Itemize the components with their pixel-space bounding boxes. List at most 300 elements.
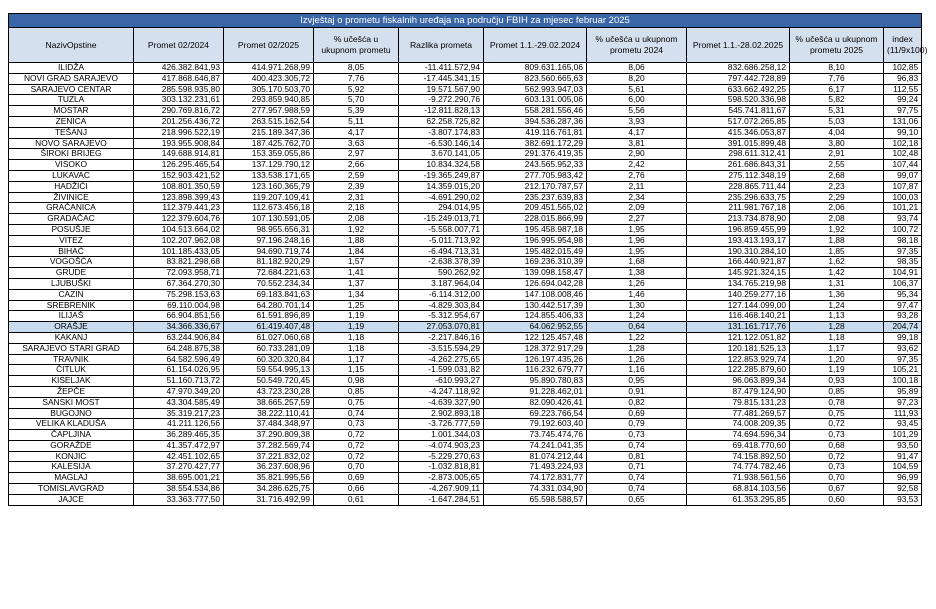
value-cell[interactable]: 0,71 — [587, 462, 687, 473]
value-cell[interactable]: 0,74 — [587, 440, 687, 451]
value-cell[interactable]: 74.694.596,34 — [687, 430, 790, 441]
value-cell[interactable]: 99,24 — [884, 95, 922, 106]
value-cell[interactable]: 102,85 — [884, 63, 922, 74]
municipality-name-cell[interactable]: SARAJEVO CENTAR — [9, 84, 134, 95]
table-row[interactable] — [9, 430, 922, 441]
value-cell[interactable]: 2,09 — [587, 203, 687, 214]
value-cell[interactable]: -610.993,27 — [399, 376, 484, 387]
value-cell[interactable]: 147.108.008,46 — [484, 289, 587, 300]
municipality-name-cell[interactable]: ILIDŽA — [9, 63, 134, 74]
value-cell[interactable]: 2,11 — [587, 181, 687, 192]
municipality-name-cell[interactable]: ŠIROKI BRIJEG — [9, 149, 134, 160]
municipality-name-cell[interactable]: NOVI GRAD SARAJEVO — [9, 73, 134, 84]
value-cell[interactable]: 123.898.399,43 — [134, 192, 224, 203]
value-cell[interactable]: 8,20 — [587, 73, 687, 84]
municipality-name-cell[interactable]: GRADAČAC — [9, 214, 134, 225]
value-cell[interactable]: 7,76 — [314, 73, 399, 84]
value-cell[interactable]: 69.110.004,98 — [134, 300, 224, 311]
value-cell[interactable]: 81.182.920,29 — [224, 257, 314, 268]
value-cell[interactable]: 5,11 — [314, 116, 399, 127]
municipality-name-cell[interactable]: KALESIJA — [9, 462, 134, 473]
value-cell[interactable]: 95,34 — [884, 289, 922, 300]
municipality-name-cell[interactable]: VOGOŠĆA — [9, 257, 134, 268]
value-cell[interactable]: 51.160.713,72 — [134, 376, 224, 387]
value-cell[interactable]: 74.774.782,46 — [687, 462, 790, 473]
value-cell[interactable]: 394.536.287,36 — [484, 116, 587, 127]
table-row[interactable] — [9, 311, 922, 322]
value-cell[interactable]: 0,74 — [314, 408, 399, 419]
value-cell[interactable]: 305.170.503,70 — [224, 84, 314, 95]
value-cell[interactable]: 0,73 — [314, 419, 399, 430]
value-cell[interactable]: 1,17 — [314, 354, 399, 365]
value-cell[interactable]: 69.418.770,60 — [687, 440, 790, 451]
value-cell[interactable]: 1,57 — [314, 257, 399, 268]
value-cell[interactable]: 1,36 — [790, 289, 884, 300]
value-cell[interactable]: 195.482.015,49 — [484, 246, 587, 257]
value-cell[interactable]: 107,44 — [884, 160, 922, 171]
value-cell[interactable]: 0,72 — [314, 451, 399, 462]
municipality-name-cell[interactable]: ŽIVINICE — [9, 192, 134, 203]
value-cell[interactable]: 303.132.231,61 — [134, 95, 224, 106]
value-cell[interactable]: 1,26 — [587, 278, 687, 289]
value-cell[interactable]: -12.811.828,13 — [399, 106, 484, 117]
value-cell[interactable]: 633.662.492,25 — [687, 84, 790, 95]
value-cell[interactable]: 4,17 — [587, 127, 687, 138]
value-cell[interactable]: 1,95 — [587, 224, 687, 235]
table-row[interactable] — [9, 214, 922, 225]
value-cell[interactable]: 1,19 — [314, 322, 399, 333]
value-cell[interactable]: 3,63 — [314, 138, 399, 149]
value-cell[interactable]: 64.248.875,38 — [134, 343, 224, 354]
value-cell[interactable]: -4.074.903,23 — [399, 440, 484, 451]
value-cell[interactable]: 92,58 — [884, 484, 922, 495]
value-cell[interactable]: 153.359.055,86 — [224, 149, 314, 160]
value-cell[interactable]: -15.249.013,71 — [399, 214, 484, 225]
value-cell[interactable]: 36.237.608,96 — [224, 462, 314, 473]
value-cell[interactable]: 1,41 — [314, 268, 399, 279]
municipality-name-cell[interactable]: ORAŠJE — [9, 322, 134, 333]
value-cell[interactable]: 0,78 — [790, 397, 884, 408]
value-cell[interactable]: 82.090.426,41 — [484, 397, 587, 408]
value-cell[interactable]: -2.873.005,65 — [399, 473, 484, 484]
table-row[interactable] — [9, 386, 922, 397]
value-cell[interactable]: 1,95 — [587, 246, 687, 257]
value-cell[interactable]: 61.591.896,89 — [224, 311, 314, 322]
value-cell[interactable]: 0,74 — [587, 484, 687, 495]
value-cell[interactable]: 104,59 — [884, 462, 922, 473]
municipality-name-cell[interactable]: MAGLAJ — [9, 473, 134, 484]
table-row[interactable] — [9, 440, 922, 451]
value-cell[interactable]: 2,66 — [314, 160, 399, 171]
table-row[interactable] — [9, 300, 922, 311]
value-cell[interactable]: 0,73 — [587, 430, 687, 441]
value-cell[interactable]: 5,82 — [790, 95, 884, 106]
value-cell[interactable]: 97,75 — [884, 106, 922, 117]
value-cell[interactable]: 5,03 — [790, 116, 884, 127]
value-cell[interactable]: 72.093.958,71 — [134, 268, 224, 279]
table-row[interactable] — [9, 224, 922, 235]
value-cell[interactable]: 35.319.217,23 — [134, 408, 224, 419]
value-cell[interactable]: -4.639.327,90 — [399, 397, 484, 408]
table-row[interactable] — [9, 419, 922, 430]
table-row[interactable] — [9, 462, 922, 473]
value-cell[interactable]: 2.902.893,18 — [399, 408, 484, 419]
municipality-name-cell[interactable]: KISELJAK — [9, 376, 134, 387]
municipality-name-cell[interactable]: TUZLA — [9, 95, 134, 106]
value-cell[interactable]: 0,67 — [790, 484, 884, 495]
value-cell[interactable]: 285.598.935,80 — [134, 84, 224, 95]
municipality-name-cell[interactable]: JAJCE — [9, 494, 134, 505]
value-cell[interactable]: 122.853.929,74 — [687, 354, 790, 365]
value-cell[interactable]: 97,35 — [884, 246, 922, 257]
municipality-name-cell[interactable]: CAZIN — [9, 289, 134, 300]
municipality-name-cell[interactable]: BUGOJNO — [9, 408, 134, 419]
value-cell[interactable]: 809.631.165,06 — [484, 63, 587, 74]
value-cell[interactable]: 128.372.917,29 — [484, 343, 587, 354]
value-cell[interactable]: 1,30 — [587, 300, 687, 311]
value-cell[interactable]: 37.484.348,97 — [224, 419, 314, 430]
value-cell[interactable]: 590.262,92 — [399, 268, 484, 279]
value-cell[interactable]: 0,68 — [790, 440, 884, 451]
value-cell[interactable]: 65.598.588,57 — [484, 494, 587, 505]
value-cell[interactable]: -17.445.341,15 — [399, 73, 484, 84]
value-cell[interactable]: 106,37 — [884, 278, 922, 289]
municipality-name-cell[interactable]: VISOKO — [9, 160, 134, 171]
value-cell[interactable]: 66.904.851,56 — [134, 311, 224, 322]
value-cell[interactable]: -1.647.284,51 — [399, 494, 484, 505]
municipality-name-cell[interactable]: ZENICA — [9, 116, 134, 127]
value-cell[interactable]: 1,26 — [587, 354, 687, 365]
value-cell[interactable]: 59.554.995,13 — [224, 365, 314, 376]
value-cell[interactable]: 116.232.679,77 — [484, 365, 587, 376]
value-cell[interactable]: 2,29 — [790, 192, 884, 203]
value-cell[interactable]: 235.237.639,83 — [484, 192, 587, 203]
value-cell[interactable]: 277.957.988,59 — [224, 106, 314, 117]
value-cell[interactable]: 123.160.365,79 — [224, 181, 314, 192]
value-cell[interactable]: 0,79 — [587, 419, 687, 430]
value-cell[interactable]: 1,28 — [587, 343, 687, 354]
value-cell[interactable]: 1,92 — [790, 224, 884, 235]
value-cell[interactable]: 74.158.892,50 — [687, 451, 790, 462]
value-cell[interactable]: 1,15 — [314, 365, 399, 376]
value-cell[interactable]: 75.298.153,63 — [134, 289, 224, 300]
value-cell[interactable]: 37.270.427,77 — [134, 462, 224, 473]
value-cell[interactable]: 6,00 — [587, 95, 687, 106]
value-cell[interactable]: 98,35 — [884, 257, 922, 268]
value-cell[interactable]: 0,73 — [790, 462, 884, 473]
value-cell[interactable]: 2,08 — [314, 214, 399, 225]
value-cell[interactable]: 112,55 — [884, 84, 922, 95]
value-cell[interactable]: 93,50 — [884, 440, 922, 451]
value-cell[interactable]: 1,38 — [587, 268, 687, 279]
table-row[interactable] — [9, 116, 922, 127]
value-cell[interactable]: 101,21 — [884, 203, 922, 214]
table-row[interactable] — [9, 181, 922, 192]
value-cell[interactable]: -3.807.174,83 — [399, 127, 484, 138]
value-cell[interactable]: 797.442.728,89 — [687, 73, 790, 84]
value-cell[interactable]: 1,68 — [587, 257, 687, 268]
value-cell[interactable]: 119.207.109,41 — [224, 192, 314, 203]
value-cell[interactable]: 126.694.042,28 — [484, 278, 587, 289]
value-cell[interactable]: 96.063.899,34 — [687, 376, 790, 387]
table-row[interactable] — [9, 484, 922, 495]
value-cell[interactable]: 131,06 — [884, 116, 922, 127]
value-cell[interactable]: 69.223.766,54 — [484, 408, 587, 419]
value-cell[interactable]: 93,53 — [884, 494, 922, 505]
value-cell[interactable]: 64.062.952,55 — [484, 322, 587, 333]
value-cell[interactable]: 31.716.492,99 — [224, 494, 314, 505]
table-row[interactable] — [9, 192, 922, 203]
value-cell[interactable]: -5.229.270,63 — [399, 451, 484, 462]
value-cell[interactable]: 95.890.780,83 — [484, 376, 587, 387]
value-cell[interactable]: 275.112.348,19 — [687, 170, 790, 181]
value-cell[interactable]: 400.423.305,72 — [224, 73, 314, 84]
value-cell[interactable]: 98,18 — [884, 235, 922, 246]
value-cell[interactable]: 209.451.565,02 — [484, 203, 587, 214]
value-cell[interactable]: 97,23 — [884, 397, 922, 408]
value-cell[interactable]: -4.262.275,65 — [399, 354, 484, 365]
value-cell[interactable]: 1,96 — [587, 235, 687, 246]
value-cell[interactable]: -3.726.777,59 — [399, 419, 484, 430]
value-cell[interactable]: 391.015.899,48 — [687, 138, 790, 149]
table-row[interactable] — [9, 127, 922, 138]
value-cell[interactable]: 1,24 — [587, 311, 687, 322]
value-cell[interactable]: 74.331.034,90 — [484, 484, 587, 495]
value-cell[interactable]: -9.272.290,76 — [399, 95, 484, 106]
value-cell[interactable]: 149.688.914,81 — [134, 149, 224, 160]
value-cell[interactable]: 293.859.940,85 — [224, 95, 314, 106]
value-cell[interactable]: 95,89 — [884, 386, 922, 397]
value-cell[interactable]: 2,90 — [587, 149, 687, 160]
table-row[interactable] — [9, 149, 922, 160]
value-cell[interactable]: 38.695.001,21 — [134, 473, 224, 484]
value-cell[interactable]: 2,55 — [790, 160, 884, 171]
value-cell[interactable]: 47.970.349,20 — [134, 386, 224, 397]
value-cell[interactable]: 91,47 — [884, 451, 922, 462]
table-row[interactable] — [9, 268, 922, 279]
table-row[interactable] — [9, 138, 922, 149]
value-cell[interactable]: 417.868.646,87 — [134, 73, 224, 84]
value-cell[interactable]: 72.684.221,63 — [224, 268, 314, 279]
value-cell[interactable]: -1.032.818,81 — [399, 462, 484, 473]
municipality-name-cell[interactable]: ŽEPČE — [9, 386, 134, 397]
value-cell[interactable]: 27.053.070,81 — [399, 322, 484, 333]
value-cell[interactable]: 0,82 — [587, 397, 687, 408]
municipality-name-cell[interactable]: NOVO SARAJEVO — [9, 138, 134, 149]
municipality-name-cell[interactable]: SARAJEVO STARI GRAD — [9, 343, 134, 354]
value-cell[interactable]: 6,17 — [790, 84, 884, 95]
value-cell[interactable]: 213.734.878,90 — [687, 214, 790, 225]
value-cell[interactable]: 3.187.964,04 — [399, 278, 484, 289]
municipality-name-cell[interactable]: LJUBUŠKI — [9, 278, 134, 289]
table-row[interactable] — [9, 289, 922, 300]
value-cell[interactable]: 112.673.456,18 — [224, 203, 314, 214]
value-cell[interactable]: 61.419.407,48 — [224, 322, 314, 333]
value-cell[interactable]: 99,07 — [884, 170, 922, 181]
value-cell[interactable]: 263.515.162,54 — [224, 116, 314, 127]
value-cell[interactable]: 187.425.762,70 — [224, 138, 314, 149]
value-cell[interactable]: 193.413.193,17 — [687, 235, 790, 246]
value-cell[interactable]: 0,66 — [314, 484, 399, 495]
value-cell[interactable]: 60.320.320,84 — [224, 354, 314, 365]
value-cell[interactable]: 1,24 — [790, 300, 884, 311]
value-cell[interactable]: 0,85 — [314, 386, 399, 397]
value-cell[interactable]: 382.691.172,29 — [484, 138, 587, 149]
table-row[interactable] — [9, 246, 922, 257]
value-cell[interactable]: 0,61 — [314, 494, 399, 505]
value-cell[interactable]: 104.513.664,02 — [134, 224, 224, 235]
value-cell[interactable]: -5.312.954,67 — [399, 311, 484, 322]
municipality-name-cell[interactable]: POSUŠJE — [9, 224, 134, 235]
value-cell[interactable]: 0,70 — [790, 473, 884, 484]
value-cell[interactable]: 2,06 — [790, 203, 884, 214]
value-cell[interactable]: 215.189.347,36 — [224, 127, 314, 138]
municipality-name-cell[interactable]: VELIKA KLADUŠA — [9, 419, 134, 430]
value-cell[interactable]: 134.765.219,98 — [687, 278, 790, 289]
value-cell[interactable]: 67.364.270,30 — [134, 278, 224, 289]
value-cell[interactable]: 77.481.269,57 — [687, 408, 790, 419]
value-cell[interactable]: 517.072.265,85 — [687, 116, 790, 127]
value-cell[interactable]: -4.691.290,02 — [399, 192, 484, 203]
value-cell[interactable]: 196.995.954,98 — [484, 235, 587, 246]
value-cell[interactable]: 0,72 — [790, 451, 884, 462]
value-cell[interactable]: 1,42 — [790, 268, 884, 279]
value-cell[interactable]: 74.172.831,77 — [484, 473, 587, 484]
value-cell[interactable]: 0,60 — [790, 494, 884, 505]
value-cell[interactable]: 35.821.995,56 — [224, 473, 314, 484]
value-cell[interactable]: 34.366.336,67 — [134, 322, 224, 333]
value-cell[interactable]: 99,18 — [884, 332, 922, 343]
value-cell[interactable]: -4.267.909,11 — [399, 484, 484, 495]
value-cell[interactable]: 8,10 — [790, 63, 884, 74]
value-cell[interactable]: -5.558.007,71 — [399, 224, 484, 235]
municipality-name-cell[interactable]: MOSTAR — [9, 106, 134, 117]
value-cell[interactable]: 19.571.567,90 — [399, 84, 484, 95]
value-cell[interactable]: 1,34 — [314, 289, 399, 300]
municipality-name-cell[interactable]: BIHAĆ — [9, 246, 134, 257]
value-cell[interactable]: 81.074.212,44 — [484, 451, 587, 462]
value-cell[interactable]: 228.865.711,44 — [687, 181, 790, 192]
value-cell[interactable]: -4.829.303,84 — [399, 300, 484, 311]
value-cell[interactable]: 61.027.060,68 — [224, 332, 314, 343]
value-cell[interactable]: 83.821.298,68 — [134, 257, 224, 268]
value-cell[interactable]: 2,59 — [314, 170, 399, 181]
table-row[interactable] — [9, 106, 922, 117]
value-cell[interactable]: 14.359.015,20 — [399, 181, 484, 192]
value-cell[interactable]: 228.015.866,99 — [484, 214, 587, 225]
value-cell[interactable]: -6.530.146,14 — [399, 138, 484, 149]
value-cell[interactable]: 152.903.421,52 — [134, 170, 224, 181]
value-cell[interactable]: 1,84 — [314, 246, 399, 257]
value-cell[interactable]: 169.236.310,39 — [484, 257, 587, 268]
value-cell[interactable]: 2,91 — [790, 149, 884, 160]
value-cell[interactable]: 98.955.656,31 — [224, 224, 314, 235]
value-cell[interactable]: 1,16 — [587, 365, 687, 376]
value-cell[interactable]: -5.011.713,92 — [399, 235, 484, 246]
municipality-name-cell[interactable]: SREBRENIK — [9, 300, 134, 311]
value-cell[interactable]: 133.538.171,65 — [224, 170, 314, 181]
value-cell[interactable]: 0,65 — [587, 494, 687, 505]
value-cell[interactable]: 1,31 — [790, 278, 884, 289]
value-cell[interactable]: 61.154.026,95 — [134, 365, 224, 376]
value-cell[interactable]: 0,75 — [790, 408, 884, 419]
table-row[interactable] — [9, 408, 922, 419]
municipality-name-cell[interactable]: ČITLUK — [9, 365, 134, 376]
value-cell[interactable]: 79.192.603,40 — [484, 419, 587, 430]
value-cell[interactable]: 96,99 — [884, 473, 922, 484]
value-cell[interactable]: 0,75 — [314, 397, 399, 408]
value-cell[interactable]: 5,70 — [314, 95, 399, 106]
value-cell[interactable]: 126.197.435,26 — [484, 354, 587, 365]
value-cell[interactable]: 832.686.258,12 — [687, 63, 790, 74]
table-row[interactable] — [9, 235, 922, 246]
value-cell[interactable]: 7,76 — [790, 73, 884, 84]
value-cell[interactable]: 99,10 — [884, 127, 922, 138]
value-cell[interactable]: 93,45 — [884, 419, 922, 430]
value-cell[interactable]: 105,21 — [884, 365, 922, 376]
value-cell[interactable]: 0,70 — [314, 462, 399, 473]
value-cell[interactable]: 122.379.604,76 — [134, 214, 224, 225]
value-cell[interactable]: 97,47 — [884, 300, 922, 311]
table-row[interactable] — [9, 322, 922, 333]
value-cell[interactable]: 101.185.433,05 — [134, 246, 224, 257]
value-cell[interactable]: 0,95 — [587, 376, 687, 387]
value-cell[interactable]: 823.560.665,63 — [484, 73, 587, 84]
value-cell[interactable]: 218.996.522,19 — [134, 127, 224, 138]
value-cell[interactable]: 60.733.281,09 — [224, 343, 314, 354]
value-cell[interactable]: 107.130.591,05 — [224, 214, 314, 225]
value-cell[interactable]: 1,92 — [314, 224, 399, 235]
municipality-name-cell[interactable]: KONJIC — [9, 451, 134, 462]
value-cell[interactable]: -11.411.572,94 — [399, 63, 484, 74]
value-cell[interactable]: 2,39 — [314, 181, 399, 192]
value-cell[interactable]: 1,62 — [790, 257, 884, 268]
value-cell[interactable]: 1,37 — [314, 278, 399, 289]
table-row[interactable] — [9, 170, 922, 181]
value-cell[interactable]: 79.815.131,23 — [687, 397, 790, 408]
value-cell[interactable]: 196.859.455,99 — [687, 224, 790, 235]
value-cell[interactable]: 43.723.230,28 — [224, 386, 314, 397]
value-cell[interactable]: 100,03 — [884, 192, 922, 203]
value-cell[interactable]: 93,62 — [884, 343, 922, 354]
value-cell[interactable]: 41.211.126,56 — [134, 419, 224, 430]
value-cell[interactable]: 0,74 — [587, 473, 687, 484]
value-cell[interactable]: 562.993.947,03 — [484, 84, 587, 95]
value-cell[interactable]: 3.670.141,05 — [399, 149, 484, 160]
value-cell[interactable]: 69.183.841,63 — [224, 289, 314, 300]
value-cell[interactable]: 190.310.284,10 — [687, 246, 790, 257]
value-cell[interactable]: 1,18 — [314, 332, 399, 343]
value-cell[interactable]: 2,34 — [587, 192, 687, 203]
value-cell[interactable]: 107,87 — [884, 181, 922, 192]
value-cell[interactable]: 127.144.099,00 — [687, 300, 790, 311]
value-cell[interactable]: 2,97 — [314, 149, 399, 160]
value-cell[interactable]: 5,92 — [314, 84, 399, 95]
value-cell[interactable]: 126.295.465,54 — [134, 160, 224, 171]
value-cell[interactable]: 4,04 — [790, 127, 884, 138]
table-row[interactable] — [9, 160, 922, 171]
value-cell[interactable]: 235.296.633,75 — [687, 192, 790, 203]
value-cell[interactable]: 211.981.767,18 — [687, 203, 790, 214]
value-cell[interactable]: 426.382.841,93 — [134, 63, 224, 74]
value-cell[interactable]: -2.217.846,16 — [399, 332, 484, 343]
value-cell[interactable]: 193.955.908,84 — [134, 138, 224, 149]
value-cell[interactable]: 33.363.777,50 — [134, 494, 224, 505]
value-cell[interactable]: 102.207.962,08 — [134, 235, 224, 246]
value-cell[interactable]: 212.170.787,57 — [484, 181, 587, 192]
value-cell[interactable]: 1,17 — [790, 343, 884, 354]
value-cell[interactable]: 137.129.790,12 — [224, 160, 314, 171]
